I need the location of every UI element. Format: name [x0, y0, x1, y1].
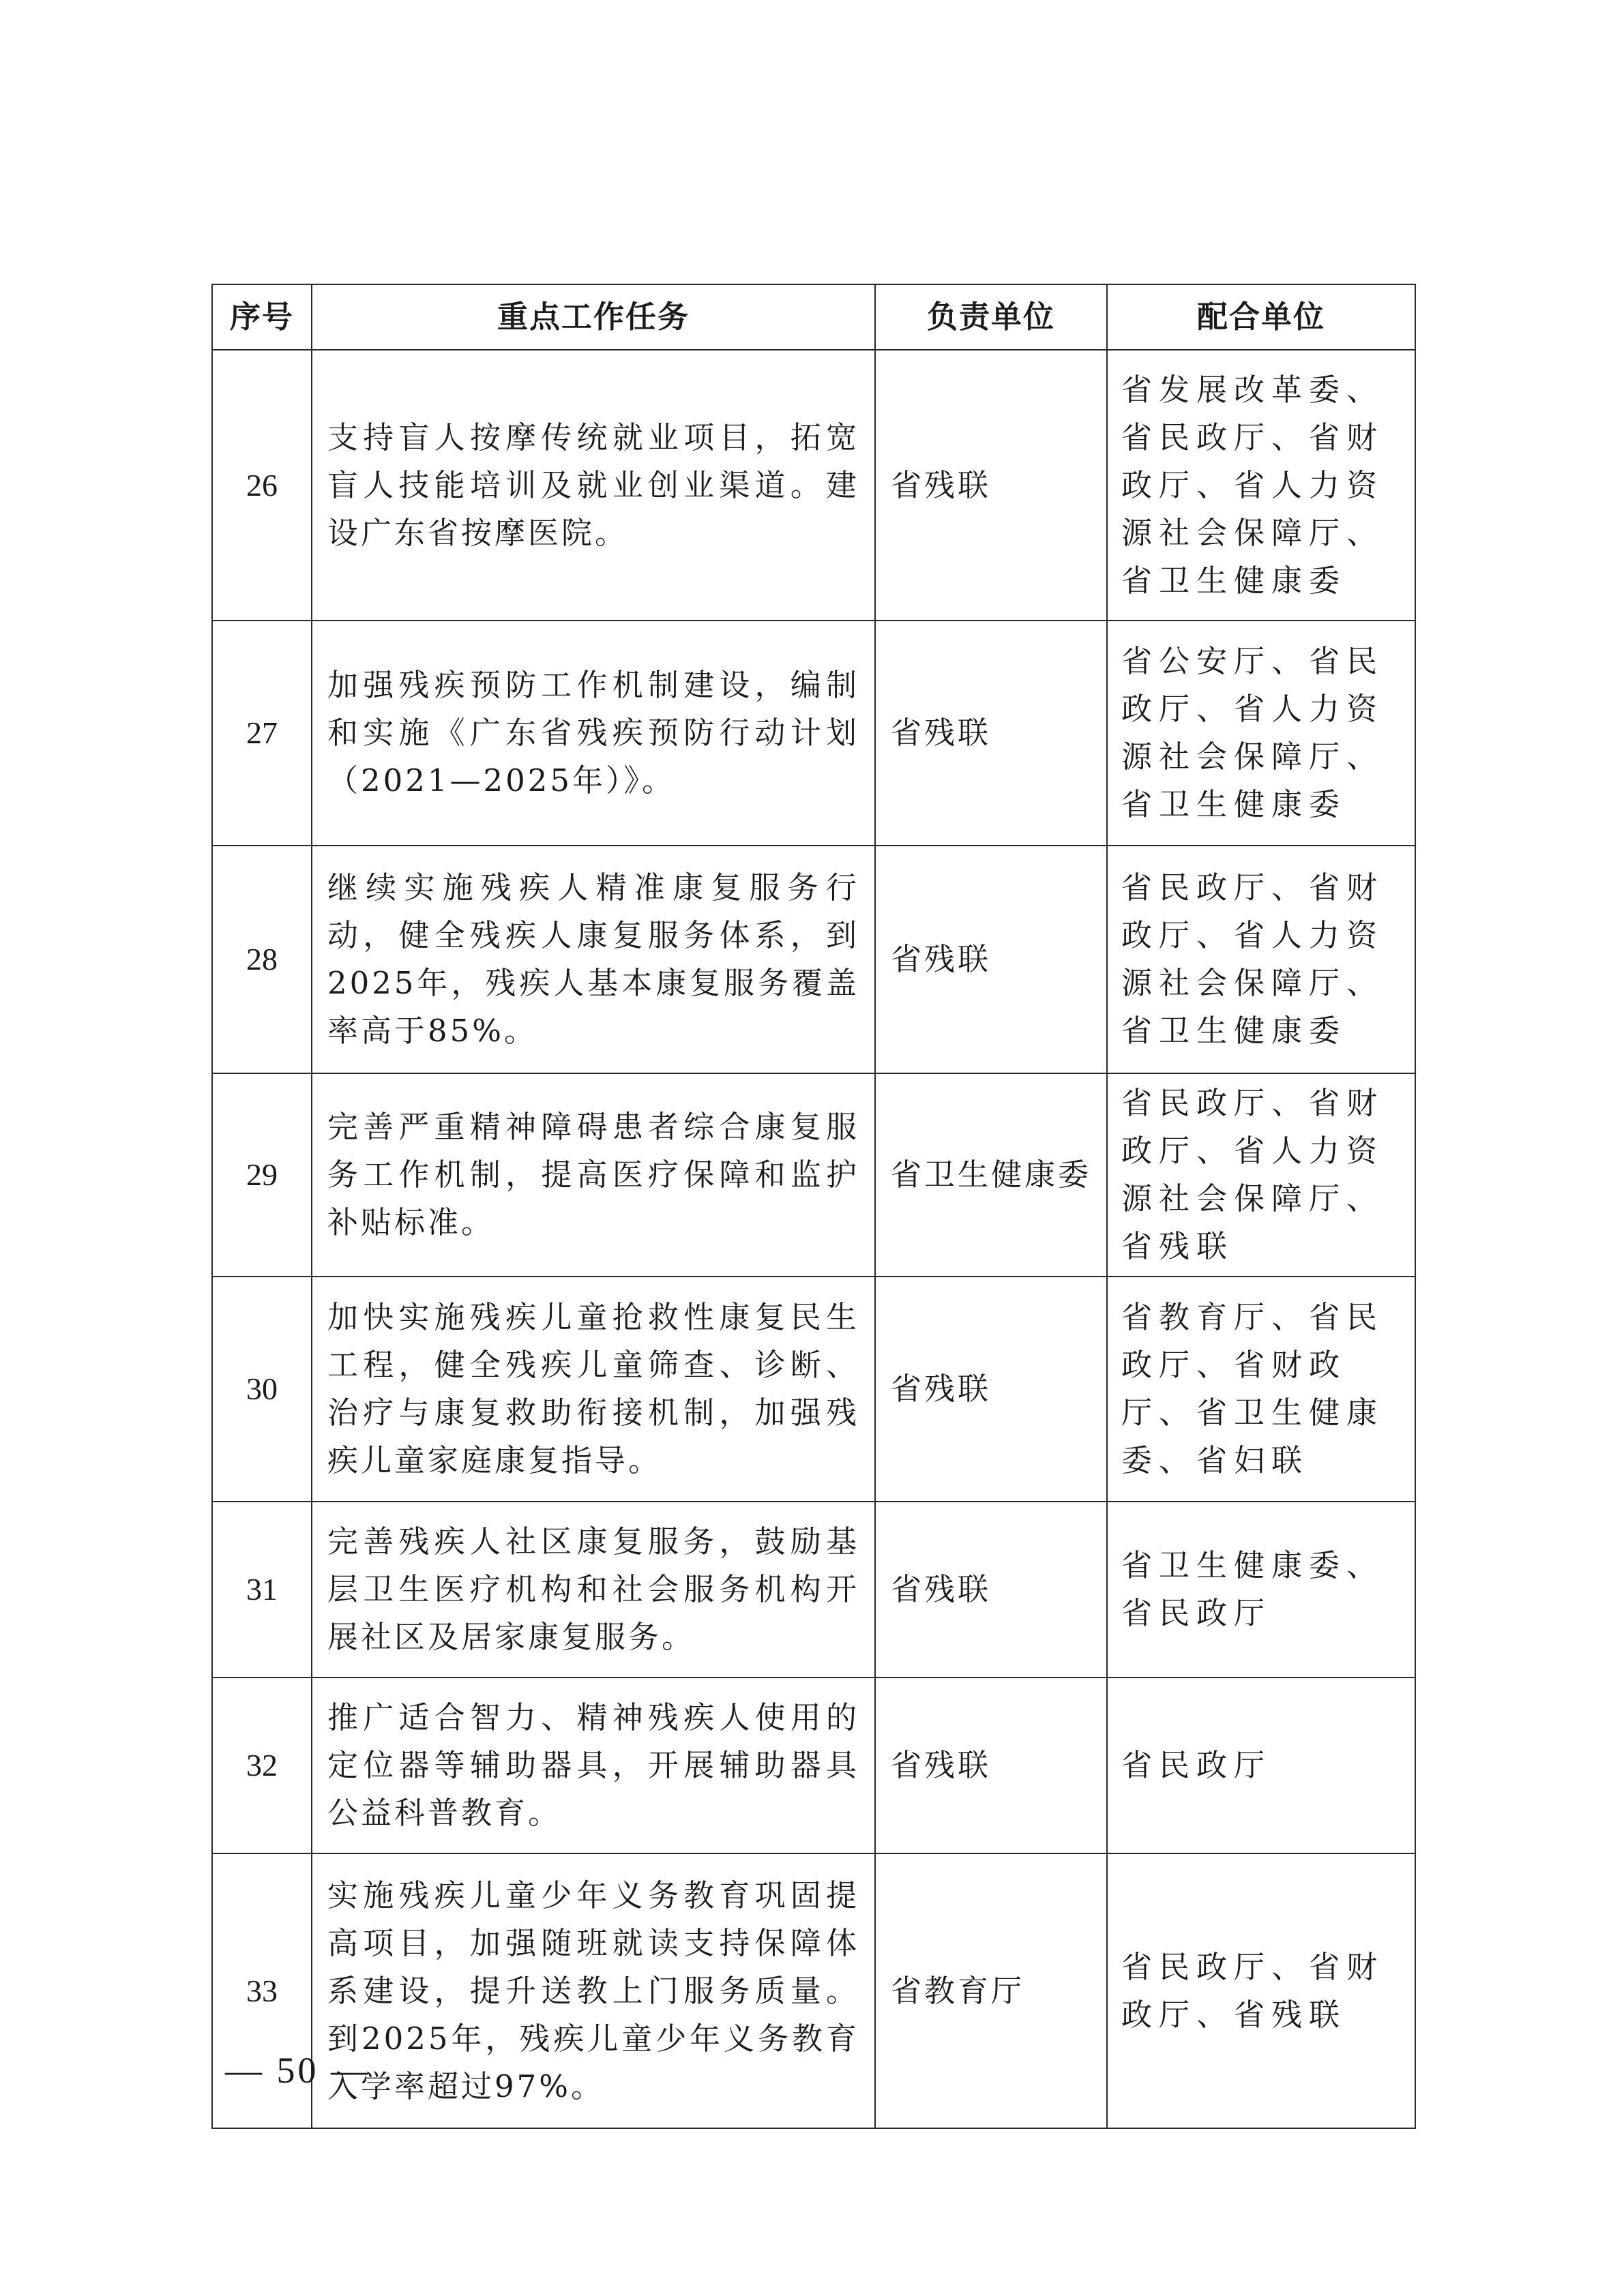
row-num: 28: [212, 846, 312, 1073]
header-task: 重点工作任务: [312, 284, 875, 350]
row-num: 30: [212, 1277, 312, 1502]
row-lead: 省残联: [875, 350, 1107, 621]
row-coop: 省民政厅、省财政厅、省人力资源社会保障厅、省残联: [1107, 1073, 1415, 1277]
page-number: — 50 —: [225, 2050, 370, 2091]
table-row: [212, 1277, 1415, 1502]
row-task: 支持盲人按摩传统就业项目，拓宽盲人技能培训及就业创业渠道。建设广东省按摩医院。: [312, 350, 875, 621]
row-task: 完善残疾人社区康复服务，鼓励基层卫生医疗机构和社会服务机构开展社区及居家康复服务。: [312, 1502, 875, 1678]
row-task: 继续实施残疾人精准康复服务行动，健全残疾人康复服务体系，到2025年，残疾人基本康复服务覆盖率高于85%。: [312, 846, 875, 1073]
row-lead: 省残联: [875, 621, 1107, 846]
row-task: 实施残疾儿童少年义务教育巩固提高项目，加强随班就读支持保障体系建设，提升送教上门服务质量。到2025年，残疾儿童少年义务教育入学率超过97%。: [312, 1853, 875, 2128]
row-num: 29: [212, 1073, 312, 1277]
row-task: 加快实施残疾儿童抢救性康复民生工程，健全残疾儿童筛查、诊断、治疗与康复救助衔接机制，加强残疾儿童家庭康复指导。: [312, 1277, 875, 1502]
row-lead: 省残联: [875, 1502, 1107, 1678]
row-lead: 省残联: [875, 846, 1107, 1073]
row-coop: 省发展改革委、省民政厅、省财政厅、省人力资源社会保障厅、省卫生健康委: [1107, 350, 1415, 621]
table-row: [212, 350, 1415, 621]
row-coop: 省民政厅、省财政厅、省人力资源社会保障厅、省卫生健康委: [1107, 846, 1415, 1073]
table-row: [212, 1502, 1415, 1678]
table-row: [212, 1678, 1415, 1853]
row-lead: 省教育厅: [875, 1853, 1107, 2128]
table-row: [212, 1073, 1415, 1277]
table-header-row: [212, 284, 1415, 350]
row-num: 33: [212, 1853, 312, 2128]
header-num: 序号: [212, 284, 312, 350]
row-coop: 省民政厅、省财政厅、省残联: [1107, 1853, 1415, 2128]
row-lead: 省残联: [875, 1277, 1107, 1502]
row-coop: 省卫生健康委、省民政厅: [1107, 1502, 1415, 1678]
header-lead: 负责单位: [875, 284, 1107, 350]
row-task: 推广适合智力、精神残疾人使用的定位器等辅助器具，开展辅助器具公益科普教育。: [312, 1678, 875, 1853]
table-row: [212, 1853, 1415, 2128]
row-lead: 省残联: [875, 1678, 1107, 1853]
row-num: 27: [212, 621, 312, 846]
row-num: 26: [212, 350, 312, 621]
row-coop: 省公安厅、省民政厅、省人力资源社会保障厅、省卫生健康委: [1107, 621, 1415, 846]
row-coop: 省民政厅: [1107, 1678, 1415, 1853]
row-task: 完善严重精神障碍患者综合康复服务工作机制，提高医疗保障和监护补贴标准。: [312, 1073, 875, 1277]
row-lead: 省卫生健康委: [875, 1073, 1107, 1277]
row-num: 32: [212, 1678, 312, 1853]
key-tasks-table: [211, 284, 1416, 2129]
row-num: 31: [212, 1502, 312, 1678]
header-coop: 配合单位: [1107, 284, 1415, 350]
row-task: 加强残疾预防工作机制建设，编制和实施《广东省残疾预防行动计划（2021—2025年）》。: [312, 621, 875, 846]
row-coop: 省教育厅、省民政厅、省财政厅、省卫生健康委、省妇联: [1107, 1277, 1415, 1502]
table-row: [212, 621, 1415, 846]
table-row: [212, 846, 1415, 1073]
